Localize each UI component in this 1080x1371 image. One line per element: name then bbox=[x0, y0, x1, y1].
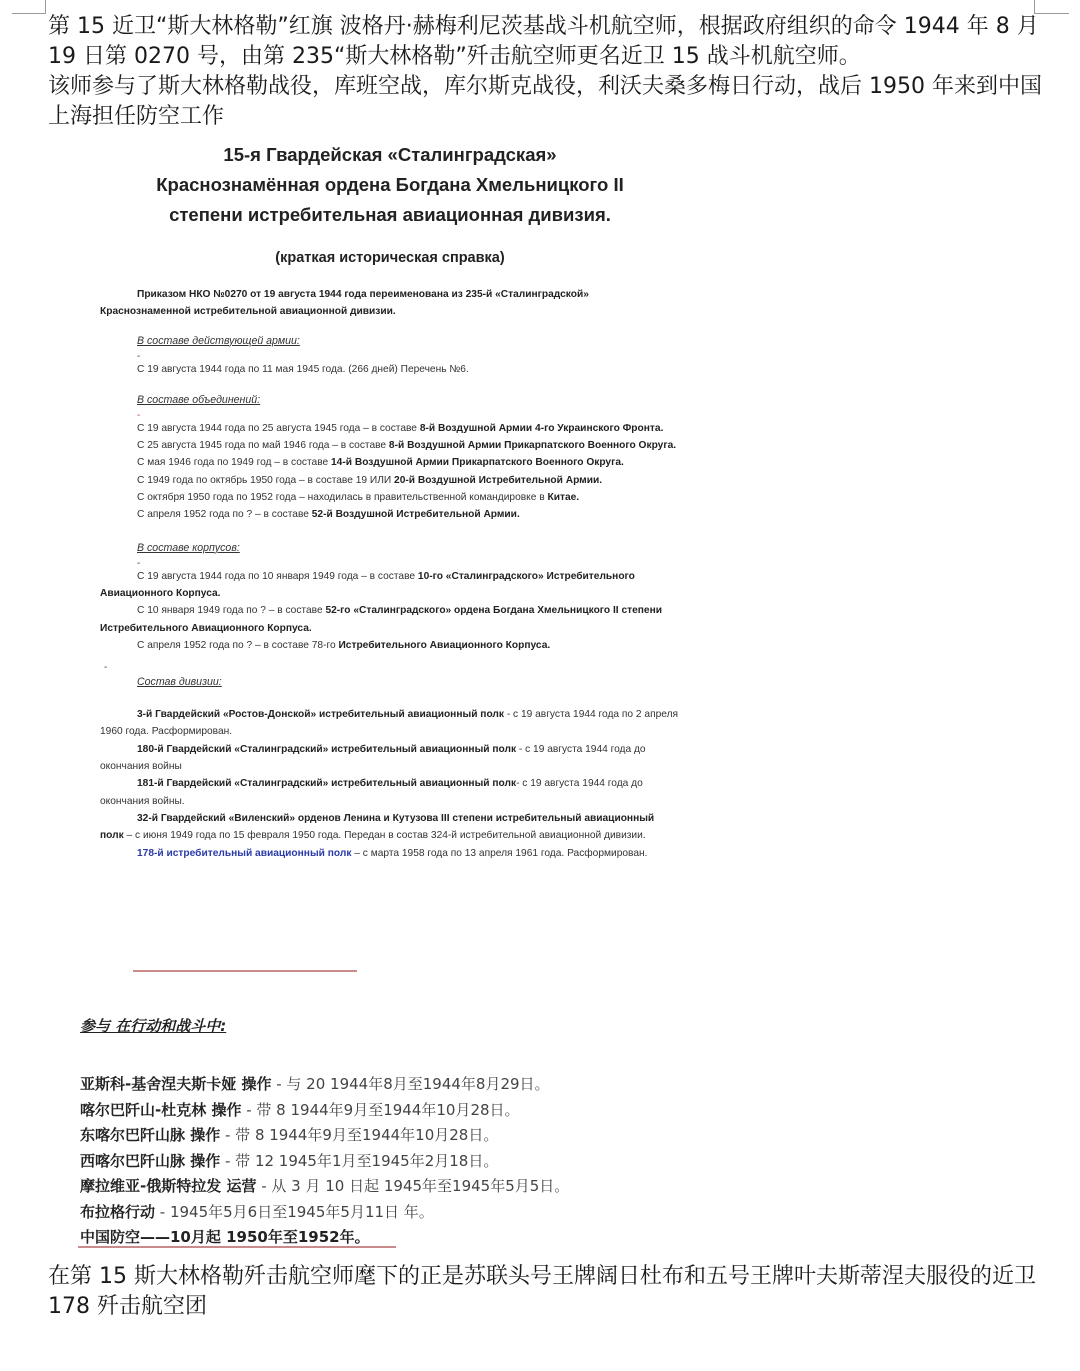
regiment-row bbox=[100, 706, 680, 741]
operation-dates: - 带 8 1944年9月至1944年10月28日。 bbox=[241, 1100, 520, 1119]
union-row bbox=[100, 437, 680, 454]
union-row bbox=[100, 489, 680, 506]
union-row-bold: Китае. bbox=[547, 492, 580, 504]
corps-row bbox=[100, 602, 680, 637]
operations-heading: 参与 在行动和战斗中: bbox=[80, 1017, 227, 1035]
corps-row-bold: Истребительного Авиационного Корпуса. bbox=[338, 639, 551, 651]
doc-title-line-2: Краснознамённая ордена Богдана Хмельницкого II bbox=[156, 174, 624, 195]
regiment-row-178 bbox=[100, 845, 680, 862]
regiment-row bbox=[100, 741, 680, 776]
operation-row bbox=[80, 1072, 680, 1098]
union-row-plain: С 25 августа 1945 года по май 1946 года – в составе bbox=[137, 440, 389, 452]
intro-paragraph-2: 该师参与了斯大林格勒战役，库班空战，库尔斯克战役，利沃夫桑多梅日行动，战后 1950 年来到中国上海担任防空工作 bbox=[48, 74, 1042, 129]
union-row-plain: С октября 1950 года по 1952 года – находилась в правительственной командировке в bbox=[137, 492, 548, 504]
operation-dates: - 1945年5月6日至1945年5月11日 年。 bbox=[155, 1202, 434, 1221]
operations-section bbox=[80, 1015, 680, 1251]
outro-paragraph: 在第 15 斯大林格勒歼击航空师麾下的正是苏联头号王牌阔日杜布和五号王牌叶夫斯蒂涅夫服役的近卫 178 歼击航空团 bbox=[48, 1264, 1036, 1319]
regiment-details: – с марта 1958 года по 13 апреля 1961 года. Расформирован. bbox=[351, 847, 648, 859]
operation-name: 喀尔巴阡山-杜克林 操作 bbox=[80, 1100, 242, 1119]
operation-dates: - 从 3 月 10 日起 1945年至1945年5月5日。 bbox=[256, 1177, 570, 1195]
regiment-details: – с июня 1949 года по 15 февраля 1950 года. Передан в состав 324-й истребительной авиационной дивизии. bbox=[123, 830, 646, 842]
regiment-details: - с 19 августа 1944 года до окончания войны. bbox=[100, 778, 643, 807]
regiment-details: - с 19 августа 1944 года по 2 апреля 1960 года. Расформирован. bbox=[100, 709, 679, 738]
operation-dates: - 带 8 1944年9月至1944年10月28日。 bbox=[220, 1126, 499, 1144]
regiment-name: 180-й Гвардейский «Сталинградский» истребительный авиационный полк bbox=[137, 743, 517, 755]
union-row-bold: 52-й Воздушной Истребительной Армии. bbox=[311, 509, 520, 521]
doc-subtitle: (краткая историческая справка) bbox=[275, 250, 505, 266]
operation-name: 布拉格行动 bbox=[80, 1202, 156, 1221]
union-row bbox=[100, 420, 680, 437]
regiment-row bbox=[100, 810, 680, 845]
operation-name: 摩拉维亚-俄斯特拉发 运营 bbox=[80, 1177, 257, 1195]
regiment-name: 181-й Гвардейский «Сталинградский» истребительный авиационный полк bbox=[137, 778, 517, 790]
section-heading-unions: В составе объединений: bbox=[137, 393, 261, 406]
operation-name: 亚斯科-基舍涅夫斯卡娅 操作 bbox=[80, 1075, 272, 1093]
doc-title-line-3: степени истребительная авиационная дивизия. bbox=[169, 204, 611, 225]
section-heading-composition: Состав дивизии: bbox=[137, 676, 222, 689]
operation-row bbox=[80, 1174, 680, 1200]
red-underline-mark bbox=[133, 970, 357, 972]
dash-marker: - bbox=[104, 662, 108, 674]
union-row-bold: 8-й Воздушной Армии 4-го Украинского Фронта. bbox=[419, 422, 664, 434]
doc-title-line-1: 15-я Гвардейская «Сталинградская» bbox=[223, 144, 557, 165]
dash-marker: - bbox=[137, 350, 141, 362]
union-row-plain: С апреля 1952 года по ? – в составе bbox=[137, 509, 312, 521]
operation-row bbox=[80, 1200, 680, 1226]
dash-marker: - bbox=[137, 557, 141, 569]
operation-dates: - 与 20 1944年8月至1944年8月29日。 bbox=[271, 1075, 550, 1093]
union-row-plain: С мая 1946 года по 1949 год – в составе bbox=[137, 457, 332, 469]
red-underline-mark bbox=[78, 1246, 396, 1248]
dash-marker: - bbox=[137, 409, 141, 421]
operation-row bbox=[80, 1098, 680, 1124]
operation-row bbox=[80, 1123, 680, 1149]
operation-row-china-air-defense: 中国防空——10月起 1950年至1952年。 bbox=[80, 1228, 370, 1246]
union-row-bold: 8-й Воздушной Армии Прикарпатского Военного Округа. bbox=[388, 440, 677, 452]
union-row bbox=[100, 454, 680, 471]
section-heading-corps: В составе корпусов: bbox=[137, 541, 240, 554]
union-row bbox=[100, 472, 680, 489]
corps-row-plain: С 10 января 1949 года по ? – в составе bbox=[137, 605, 326, 617]
union-row bbox=[100, 506, 680, 523]
army-line: С 19 августа 1944 года по 11 мая 1945 года. (266 дней) Перечень №6. bbox=[137, 363, 469, 375]
crop-corner-mark-top-left bbox=[12, 0, 46, 14]
intro-paragraph-1: 第 15 近卫“斯大林格勒”红旗 波格丹·赫梅利尼茨基战斗机航空师，根据政府组织的命令 1944 年 8 月 19 日第 0270 号，由第 235“斯大林格勒”歼击航空师更名近卫 15 战斗机航空师。 bbox=[48, 14, 1039, 69]
union-row-bold: 20-й Воздушной Истребительной Армии. bbox=[394, 474, 603, 486]
chinese-intro bbox=[48, 12, 1048, 132]
corps-row-plain: С апреля 1952 года по ? – в составе 78-го bbox=[137, 639, 339, 651]
operation-row bbox=[80, 1149, 680, 1175]
section-heading-army: В составе действующей армии: bbox=[137, 334, 300, 347]
order-paragraph: Приказом НКО №0270 от 19 августа 1944 года переименована из 235-й «Сталинградской» Краснознаменной истребительной авиационной дивизии. bbox=[100, 289, 589, 318]
scanned-russian-document bbox=[100, 140, 680, 862]
union-row-plain: С 1949 года по октябрь 1950 года – в составе 19 ИЛИ bbox=[137, 474, 395, 486]
regiment-row bbox=[100, 775, 680, 810]
chinese-outro bbox=[48, 1262, 1048, 1322]
corps-row-bold: 10-го «Сталинградского» Истребительного Авиационного Корпуса. bbox=[100, 570, 635, 599]
corps-row bbox=[100, 568, 680, 603]
corps-row bbox=[100, 637, 680, 654]
regiment-178-link[interactable]: 178-й истребительный авиационный полк bbox=[137, 847, 352, 859]
operation-dates: - 带 12 1945年1月至1945年2月18日。 bbox=[220, 1151, 499, 1170]
corps-row-plain: С 19 августа 1944 года по 10 января 1949 года – в составе bbox=[137, 570, 418, 582]
regiment-details: - с 19 августа 1944 года до окончания войны bbox=[100, 743, 646, 773]
regiment-name: 32-й Гвардейский «Виленский» орденов Ленина и Кутузова III степени истребительный авиационный полк bbox=[100, 812, 655, 842]
operation-name: 西喀尔巴阡山脉 操作 bbox=[80, 1151, 221, 1170]
union-row-plain: С 19 августа 1944 года по 25 августа 1945 года – в составе bbox=[137, 422, 420, 434]
operation-name: 东喀尔巴阡山脉 操作 bbox=[80, 1126, 221, 1144]
regiment-name: 3-й Гвардейский «Ростов-Донской» истребительный авиационный полк bbox=[137, 709, 504, 721]
corps-row-bold: 52-го «Сталинградского» ордена Богдана Хмельницкого II степени Истребительного Авиационного Корпуса. bbox=[100, 605, 663, 634]
union-row-bold: 14-й Воздушной Армии Прикарпатского Военного Округа. bbox=[331, 457, 624, 469]
